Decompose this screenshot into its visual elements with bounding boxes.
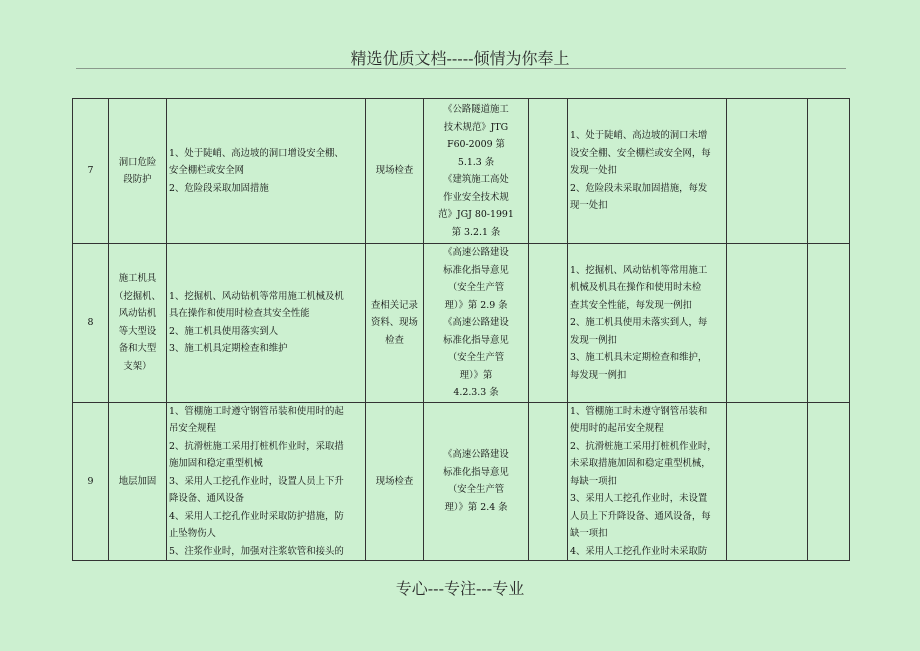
basis-cell-line: 第 3.2.1 条 <box>451 226 501 238</box>
item-cell-line: 地层加固 <box>118 475 157 487</box>
deduction-cell-line: 发现一例扣 <box>570 334 617 346</box>
deduction-cell-line: 机械及机具在操作和使用时未检 <box>570 282 702 293</box>
item-cell-line: 支架） <box>123 360 152 372</box>
basis-cell-line: 《高速公路建设 <box>443 449 509 461</box>
deduction-cell-line: 1、处于陡峭、高边坡的洞口未增 <box>570 130 708 142</box>
requirements-cell-line: 2、危险段采取加固措施 <box>169 182 269 194</box>
actual-score-cell <box>727 244 808 403</box>
item-cell <box>109 99 167 244</box>
method-cell <box>366 244 424 403</box>
item-cell <box>109 244 167 403</box>
deduction-cell <box>568 99 727 244</box>
deduction-cell-content <box>570 403 724 561</box>
actual-score-cell <box>727 402 808 561</box>
basis-cell-line: 作业安全技术规 <box>443 191 509 203</box>
deduction-cell-line: 3、施工机具未定期检查和维护， <box>570 352 708 363</box>
deduction-cell <box>568 244 727 403</box>
requirements-cell-line: 5、注浆作业时，加强对注浆软管和接头的 <box>169 545 344 557</box>
deduction-cell-line: 4、采用人工挖孔作业时未采取防 <box>570 545 708 557</box>
basis-cell-line: 《公路隧道施工 <box>443 104 509 115</box>
item-cell-line: 段防护 <box>123 174 152 185</box>
basis-cell <box>424 402 529 561</box>
row-number-cell: 7 <box>73 99 109 244</box>
requirements-cell-line: 2、施工机具使用落实到人 <box>169 325 279 337</box>
requirements-cell-line: 具在操作和使用时检查其安全性能 <box>169 308 310 320</box>
deduction-cell-content <box>570 127 724 215</box>
basis-cell-content <box>426 244 526 402</box>
deduction-cell-line: 人员上下升降设备、通风设备，每 <box>570 510 711 522</box>
basis-cell-line: （安全生产管 <box>447 282 505 293</box>
deduction-cell-line: 每缺一项扣 <box>570 475 617 487</box>
basis-cell <box>424 244 529 403</box>
method-cell-content <box>368 162 421 180</box>
deduction-cell-line: 发现一处扣 <box>570 165 617 177</box>
score-cell <box>529 99 568 244</box>
remarks-cell <box>808 402 850 561</box>
requirements-cell-line: 安全棚栏或安全网 <box>169 165 245 177</box>
deduction-cell-line: 2、抗滑桩施工采用打桩机作业时， <box>570 440 717 452</box>
item-cell-line: 施工机具 <box>118 273 157 285</box>
table-row <box>73 99 850 244</box>
method-cell-line: 检查 <box>385 334 404 346</box>
row-number-cell: 8 <box>73 244 109 403</box>
deduction-cell-line: 2、施工机具使用未落实到人，每 <box>570 317 708 328</box>
item-cell-content <box>111 473 164 491</box>
requirements-cell <box>167 99 366 244</box>
basis-cell-line: 范》JGJ 80-1991 <box>438 209 514 220</box>
requirements-cell-line: 止坠物伤人 <box>169 528 216 539</box>
method-cell-line: 查相关记录 <box>371 299 418 311</box>
deduction-cell-line: 使用时的起吊安全规程 <box>570 423 664 434</box>
requirements-cell-content <box>169 403 363 561</box>
deduction-cell-line: 未采取措施加固和稳定重型机械， <box>570 458 711 469</box>
actual-score-cell <box>727 99 808 244</box>
requirements-cell-line: 2、抗滑桩施工采用打桩机作业时，采取措 <box>169 440 344 452</box>
remarks-cell <box>808 244 850 403</box>
method-cell <box>366 99 424 244</box>
deduction-cell-line: 3、采用人工挖孔作业时，未设置 <box>570 493 708 504</box>
basis-cell-line: 4.2.3.3 条 <box>453 387 499 398</box>
method-cell-content <box>368 473 421 491</box>
deduction-cell <box>568 402 727 561</box>
table-row <box>73 402 850 561</box>
requirements-cell-line: 降设备、通风设备 <box>169 493 245 504</box>
item-cell-content <box>111 154 164 189</box>
table-body <box>73 99 850 561</box>
basis-cell-line: 《建筑施工高处 <box>443 174 509 185</box>
item-cell-line: 等大型设 <box>118 325 157 337</box>
basis-cell-line: 标准化指导意见 <box>443 466 509 478</box>
item-cell <box>109 402 167 561</box>
header-divider <box>76 68 846 69</box>
basis-cell <box>424 99 529 244</box>
requirements-cell-content <box>169 145 363 198</box>
row-number-cell: 9 <box>73 402 109 561</box>
basis-cell-line: （安全生产管 <box>447 484 505 496</box>
requirements-cell-line: 1、处于陡峭、高边坡的洞口增设安全棚、 <box>169 147 344 159</box>
basis-cell-line: （安全生产管 <box>447 352 505 363</box>
remarks-cell <box>808 99 850 244</box>
basis-cell-line: 理）》第 2.9 条 <box>444 299 508 311</box>
deduction-cell-line: 设安全棚、安全棚栏或安全网，每 <box>570 147 711 159</box>
deduction-cell-line: 现一处扣 <box>570 200 608 212</box>
score-cell <box>529 402 568 561</box>
requirements-cell <box>167 244 366 403</box>
requirements-cell <box>167 402 366 561</box>
basis-cell-content <box>426 446 526 516</box>
deduction-cell-content <box>570 262 724 385</box>
basis-cell-line: 《高速公路建设 <box>443 317 509 328</box>
item-cell-content <box>111 270 164 375</box>
basis-cell-content <box>426 101 526 241</box>
basis-cell-line: 理）》第 2.4 条 <box>444 501 508 513</box>
deduction-cell-line: 每发现一例扣 <box>570 369 627 381</box>
basis-cell-line: 《高速公路建设 <box>443 247 509 258</box>
requirements-cell-line: 施加固和稳定重型机械 <box>169 458 263 469</box>
basis-cell-line: 技术规范》JTG <box>443 121 509 133</box>
method-cell-line: 现场检查 <box>375 165 414 177</box>
item-cell-line: （挖掘机、 <box>114 290 161 302</box>
basis-cell-line: F60-2009 第 <box>447 139 505 150</box>
method-cell-line: 现场检查 <box>375 475 414 487</box>
method-cell-content <box>368 297 421 350</box>
page-header-title: 精选优质文档-----倾情为你奉上 <box>350 49 570 68</box>
inspection-table <box>72 98 850 561</box>
deduction-cell-line: 2、危险段未采取加固措施，每发 <box>570 182 708 194</box>
page-footer: 专心---专注---专业 <box>395 579 525 598</box>
deduction-cell-line: 1、管棚施工时未遵守钢管吊装和 <box>570 405 708 417</box>
requirements-cell-line: 1、挖掘机、风动钻机等常用施工机械及机 <box>169 290 344 302</box>
requirements-cell-line: 3、施工机具定期检查和维护 <box>169 343 288 355</box>
deduction-cell-line: 缺一项扣 <box>570 528 608 539</box>
item-cell-line: 备和大型 <box>118 343 157 355</box>
item-cell-line: 洞口危险 <box>118 156 157 168</box>
basis-cell-line: 标准化指导意见 <box>443 334 509 346</box>
basis-cell-line: 5.1.3 条 <box>457 156 495 168</box>
requirements-cell-line: 吊安全规程 <box>169 423 216 434</box>
deduction-cell-line: 查其安全性能，每发现一例扣 <box>570 299 692 311</box>
method-cell-line: 资料、现场 <box>371 317 418 328</box>
deduction-cell-line: 1、挖掘机、风动钻机等常用施工 <box>570 264 708 276</box>
basis-cell-line: 标准化指导意见 <box>443 264 509 276</box>
method-cell <box>366 402 424 561</box>
table-row <box>73 244 850 403</box>
requirements-cell-line: 3、采用人工挖孔作业时，设置人员上下升 <box>169 475 344 487</box>
score-cell <box>529 244 568 403</box>
item-cell-line: 风动钻机 <box>118 308 157 320</box>
requirements-cell-line: 1、管棚施工时遵守钢管吊装和使用时的起 <box>169 405 344 417</box>
requirements-cell-line: 4、采用人工挖孔作业时采取防护措施，防 <box>169 510 344 522</box>
requirements-cell-content <box>169 288 363 358</box>
basis-cell-line: 理）》第 <box>459 369 493 381</box>
